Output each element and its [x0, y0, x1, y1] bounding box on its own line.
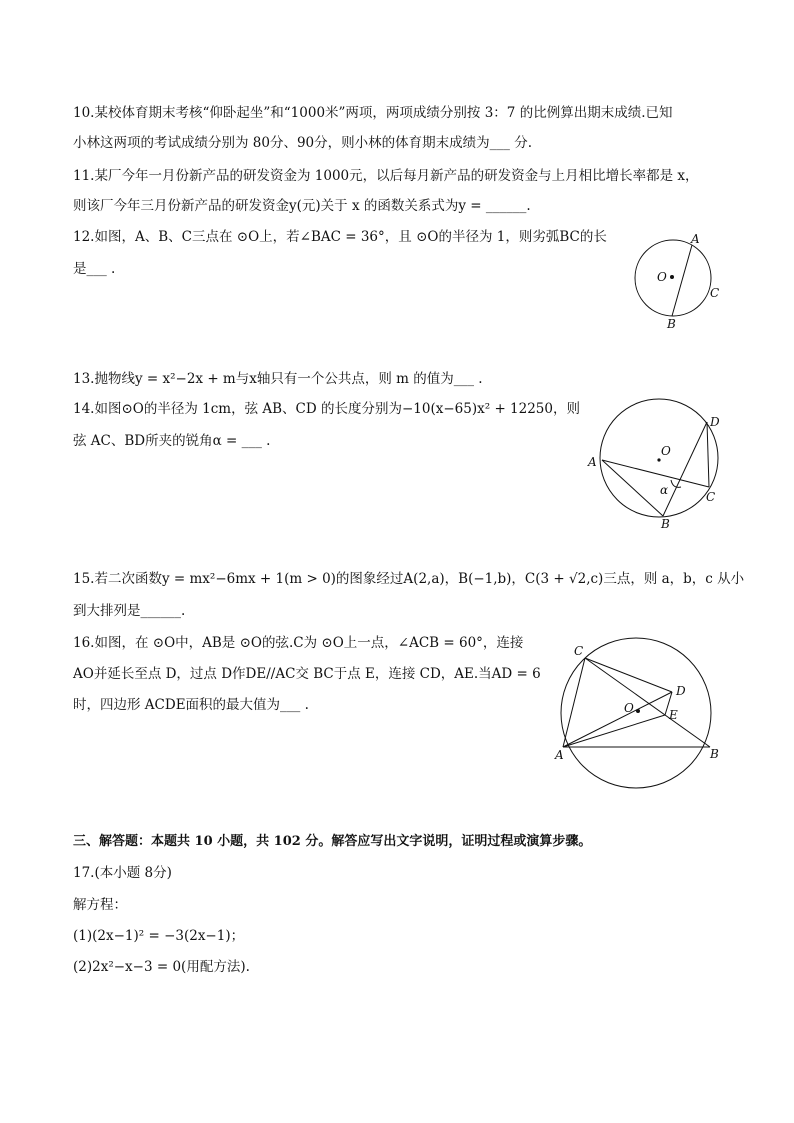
label-c: C: [574, 644, 584, 658]
label-b: B: [710, 747, 719, 761]
chord-ac: [602, 460, 709, 487]
chord-bd: [663, 422, 707, 516]
label-o: O: [657, 270, 667, 284]
problem-11-line-2: 则该厂今年三月份新产品的研发资金y(元)关于 x 的函数关系式为y = ______.: [73, 198, 531, 214]
label-o: O: [661, 444, 671, 458]
label-c: C: [710, 286, 720, 300]
problem-14-figure: [585, 405, 725, 533]
problem-17-instruction: 解方程：: [73, 897, 127, 913]
problem-14-line-1: 14.如图⊙O的半径为 1cm，弦 AB、CD 的长度分别为−10(x−65)x² + 12250，则: [73, 401, 580, 417]
label-alpha: α: [660, 483, 669, 497]
problem-17-part-2: (2)2x²−x−3 = 0(用配方法).: [73, 959, 250, 975]
segment-ae: [563, 715, 665, 747]
problem-11-line-1: 11.某厂今年一月份新产品的研发资金为 1000元，以后每月新产品的研发资金与上月相比增长率都是 x，: [73, 168, 699, 184]
segment-cd: [585, 658, 672, 692]
center-point: [670, 275, 674, 279]
segment-cb: [585, 658, 710, 747]
problem-12-figure: [625, 228, 730, 336]
label-d: D: [676, 684, 686, 698]
chord-cd: [707, 422, 709, 487]
center-point: [636, 709, 640, 713]
label-c: C: [706, 490, 716, 504]
label-a: A: [555, 748, 564, 762]
problem-16-line-3: 时，四边形 ACDE面积的最大值为___ .: [73, 697, 309, 713]
problem-13-line-1: 13.抛物线y = x²−2x + m与x轴只有一个公共点，则 m 的值为___ .: [73, 371, 483, 387]
problem-17-title: 17.(本小题 8分): [73, 865, 172, 881]
problem-10-line-2: 小林这两项的考试成绩分别为 80分、90分，则小林的体育期末成绩为___ 分.: [73, 135, 532, 151]
problem-15-line-1: 15.若二次函数y = mx²−6mx + 1(m > 0)的图象经过A(2,a)，B(−1,b)，C(3 + √2,c)三点，则 a，b，c 从小: [73, 571, 745, 587]
circle-o: [600, 399, 718, 517]
problem-16-figure: [552, 638, 732, 794]
label-e: E: [669, 708, 678, 722]
chord-ab: [602, 460, 663, 516]
label-b: B: [661, 517, 670, 531]
chord-ab: [672, 245, 692, 316]
label-o: O: [624, 701, 634, 715]
circle-o: [561, 638, 711, 788]
problem-16-line-2: AO并延长至点 D，过点 D作DE//AC交 BC于点 E，连接 CD，AE.当AD = 6: [73, 666, 541, 682]
problem-12-line-1: 12.如图，A、B、C三点在 ⊙O上，若∠BAC = 36°，且 ⊙O的半径为 1，则劣弧BC的长: [73, 229, 607, 245]
label-d: D: [710, 415, 720, 429]
problem-15-line-2: 到大排列是______.: [73, 603, 186, 619]
problem-14-line-2: 弦 AC、BD所夹的锐角α = ___ .: [73, 433, 271, 449]
section-3-header: 三、解答题：本题共 10 小题，共 102 分。解答应写出文字说明，证明过程或演算步骤。: [73, 834, 592, 849]
problem-10-line-1: 10.某校体育期末考核“仰卧起坐”和“1000米”两项，两项成绩分别按 3：7 的比例算出期末成绩.已知: [73, 105, 673, 121]
label-b: B: [667, 317, 676, 331]
problem-12-line-2: 是___ .: [73, 261, 116, 277]
problem-16-line-1: 16.如图，在 ⊙O中，AB是 ⊙O的弦.C为 ⊙O上一点，∠ACB = 60°，连接: [73, 635, 524, 651]
label-a: A: [588, 455, 597, 469]
center-point: [657, 458, 660, 461]
segment-ad: [563, 692, 672, 747]
label-a: A: [691, 232, 700, 246]
problem-17-part-1: (1)(2x−1)² = −3(2x−1)；: [73, 928, 245, 944]
